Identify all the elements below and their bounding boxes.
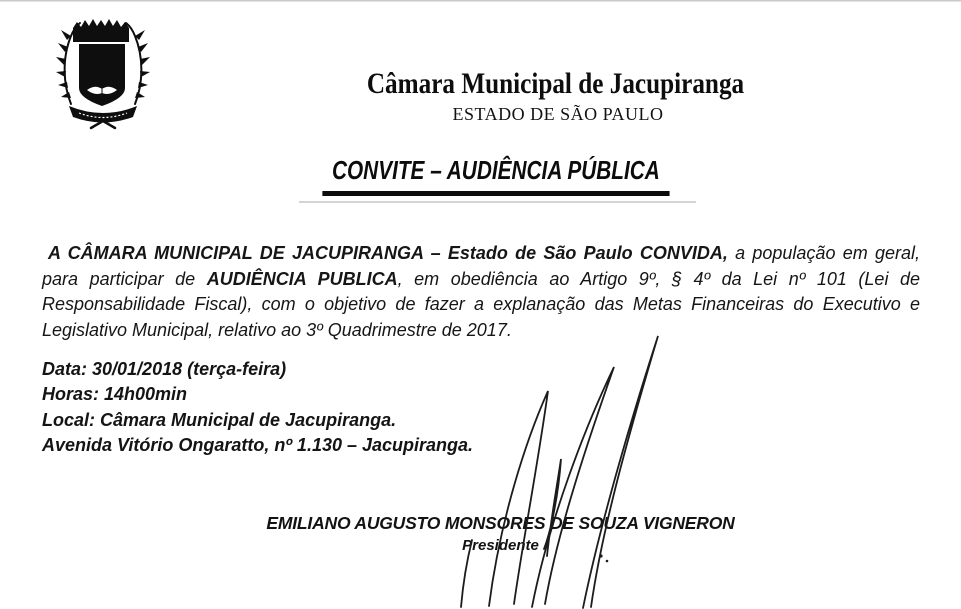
president-name: EMILIANO AUGUSTO MONSORES DE SOUZA VIGNERON: [266, 513, 735, 533]
detail-line: Local: Câmara Municipal de Jacupiranga.: [42, 409, 397, 430]
underline-scan-shadow: [299, 201, 696, 203]
scan-edge-artifact: [0, 0, 961, 2]
detail-line: Avenida Vitório Ongaratto, nº 1.130 – Jacupiranga.: [42, 434, 474, 455]
paragraph-line: [42, 241, 920, 267]
paragraph-segment-bold: A CÂMARA MUNICIPAL DE JACUPIRANGA – Estado de São Paulo CONVIDA,: [48, 243, 728, 263]
handwritten-signature-icon: [430, 328, 710, 609]
organization-name: Câmara Municipal de Jacupiranga: [366, 67, 745, 100]
paragraph-segment: a população em geral,: [727, 243, 920, 263]
paragraph-line: [42, 292, 920, 318]
paragraph-segment: Responsabilidade Fiscal), com o objetivo de fazer a explanação das Metas Financeiras do Executivo e: [42, 294, 920, 314]
detail-line: Horas: 14h00min: [42, 384, 188, 405]
state-name: ESTADO DE SÃO PAULO: [452, 104, 664, 124]
document-title-wrap: [30, 155, 961, 196]
paragraph-segment: Legislativo Municipal, relativo ao 3º Quadrimestre de 2017.: [42, 319, 512, 340]
president-role: Presidente: [462, 537, 539, 554]
paragraph-segment-bold: AUDIÊNCIA PUBLICA: [206, 268, 398, 289]
paragraph-segment: para participar de: [42, 268, 207, 289]
detail-line: Data: 30/01/2018 (terça-feira): [42, 359, 287, 379]
paragraph-segment: , em obediência ao Artigo 9º, § 4º da Lei nº 101 (Lei de: [397, 268, 921, 289]
paragraph-line: [42, 267, 920, 293]
document-title: CONVITE – AUDIÊNCIA PÚBLICA: [322, 155, 669, 196]
municipal-coat-of-arms-icon: [55, 14, 155, 130]
event-details: [42, 357, 473, 458]
